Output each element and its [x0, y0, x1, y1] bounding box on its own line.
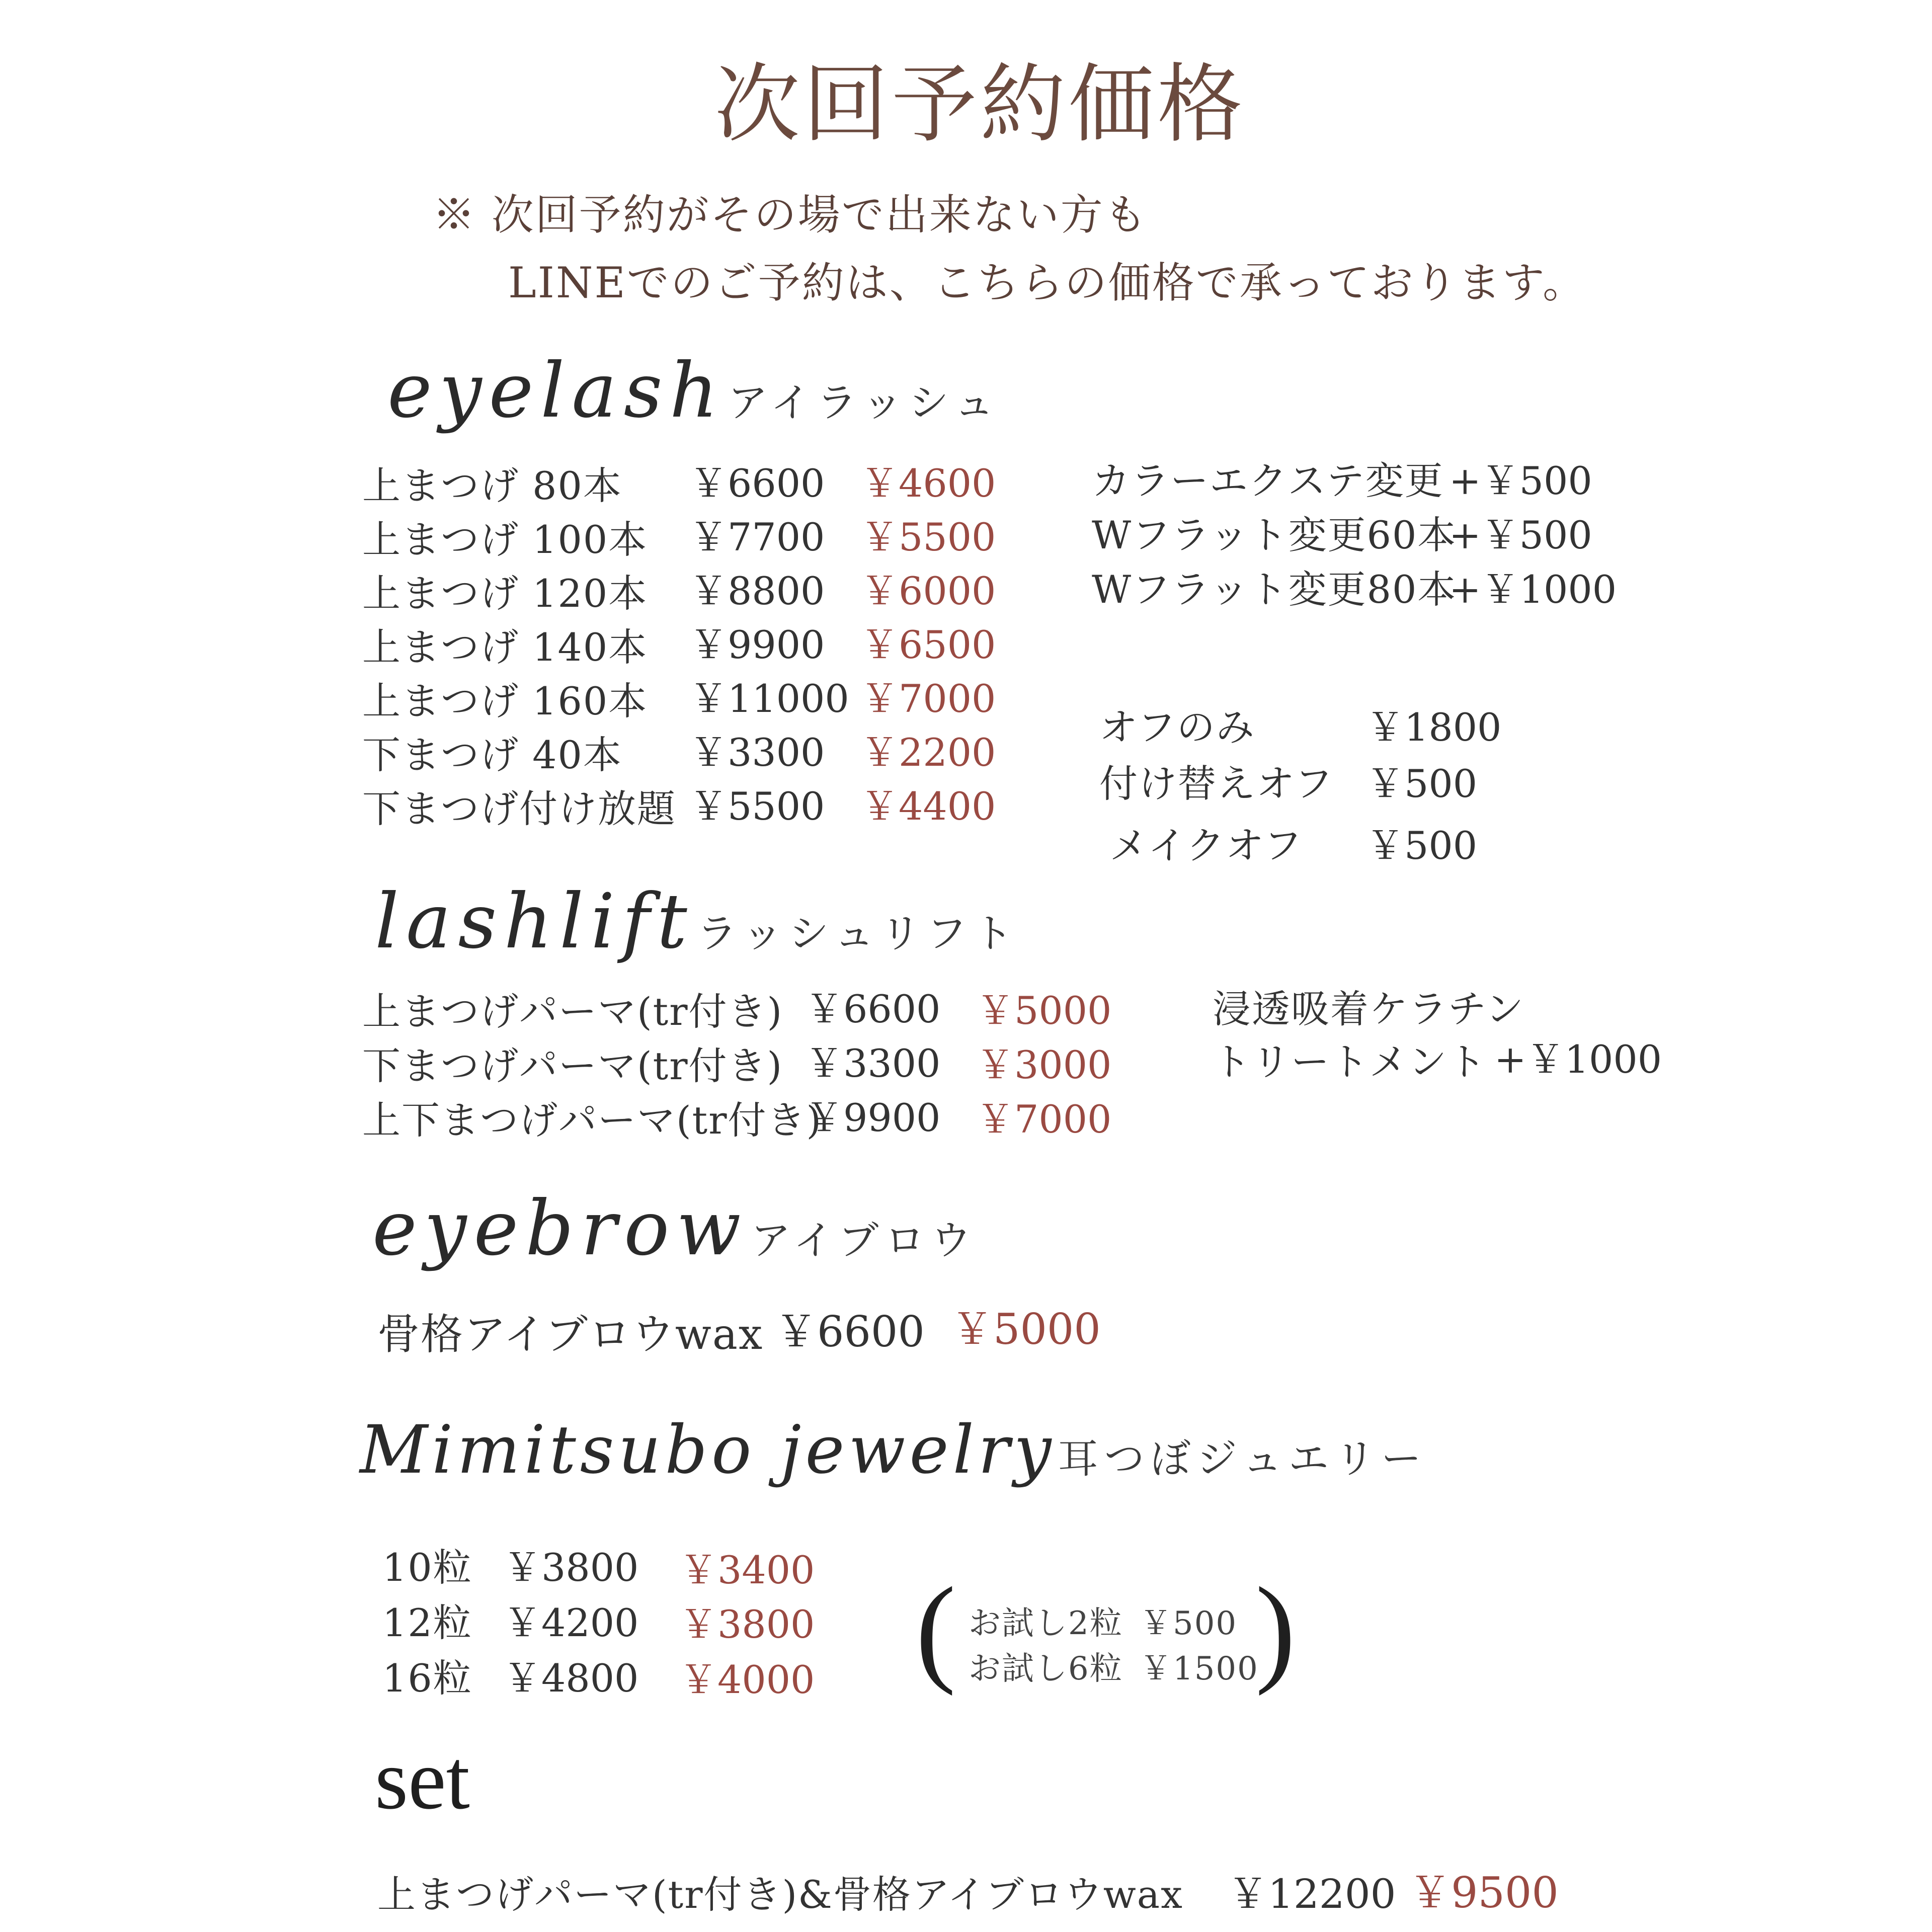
eyebrow-heading [372, 1185, 977, 1272]
eyebrow-item-sale: ￥5000 [951, 1305, 1101, 1354]
eyelash-heading-script: eyelash [387, 347, 726, 435]
eyebrow-heading-jp: アイブロウ [750, 1217, 978, 1264]
mimitsubo-item-sale: ￥4000 [679, 1657, 815, 1702]
lashlift-item-regular: ￥9900 [805, 1095, 941, 1140]
set-item-regular: ￥12200 [1228, 1871, 1396, 1917]
eyelash-item-name: 上まつげ 120本 [362, 571, 648, 616]
eyelash-item-sale: ￥4600 [860, 461, 996, 506]
eyelash-item-sale: ￥7000 [860, 676, 996, 721]
eyebrow-item-regular: ￥6600 [775, 1307, 925, 1356]
option-price: +￥1000 [1449, 567, 1617, 612]
lashlift-heading-script: lashlift [375, 878, 694, 965]
keratin-option-price: +￥1000 [1494, 1037, 1662, 1082]
mimitsubo-item-name: 16粒 [382, 1656, 472, 1701]
page-title: 次回予約価格 [714, 55, 1246, 154]
eyelash-item-name: 上まつげ 80本 [362, 463, 622, 508]
trial-price: ￥500 [1140, 1605, 1238, 1642]
keratin-option-line-2: トリートメント [1213, 1039, 1487, 1084]
option-name: Wフラット変更80本 [1092, 567, 1457, 612]
eyelash-item-sale: ￥4400 [860, 784, 996, 829]
eyelash-item-sale: ￥6000 [860, 569, 996, 613]
mimitsubo-item-name: 12粒 [382, 1600, 472, 1645]
set-heading: set [375, 1732, 470, 1827]
eyebrow-item-name: 骨格アイブロウwax [377, 1310, 764, 1359]
mimitsubo-item-name: 10粒 [382, 1545, 472, 1590]
mimitsubo-heading-jp: 耳つぼジュエリー [1058, 1435, 1428, 1482]
lashlift-item-regular: ￥6600 [805, 987, 941, 1031]
trial-price: ￥1500 [1140, 1650, 1259, 1687]
eyebrow-heading-script: eyebrow [372, 1185, 748, 1272]
close-parenthesis: ) [1255, 1562, 1296, 1696]
mimitsubo-item-regular: ￥4200 [503, 1600, 639, 1645]
eyelash-item-regular: ￥5500 [689, 784, 825, 829]
eyelash-item-regular: ￥6600 [689, 461, 825, 506]
eyelash-item-name: 下まつげ付け放題 [362, 786, 676, 831]
eyelash-item-regular: ￥11000 [689, 676, 849, 721]
mimitsubo-item-regular: ￥4800 [503, 1656, 639, 1701]
trial-name: お試し2粒 [969, 1605, 1123, 1642]
lashlift-item-name: 上下まつげパーマ(tr付き) [362, 1098, 823, 1143]
eyelash-item-name: 上まつげ 160本 [362, 679, 648, 723]
trial-name: お試し6粒 [969, 1650, 1123, 1687]
eyelash-item-sale: ￥6500 [860, 622, 996, 667]
eyelash-item-regular: ￥7700 [689, 515, 825, 559]
keratin-option-line-1: 浸透吸着ケラチン [1213, 987, 1525, 1031]
lashlift-heading-jp: ラッシュリフト [696, 910, 1019, 957]
lashlift-item-sale: ￥3000 [976, 1042, 1112, 1087]
mimitsubo-item-sale: ￥3800 [679, 1602, 815, 1647]
option-name: カラーエクステ変更 [1092, 458, 1444, 503]
mimitsubo-heading [360, 1411, 1427, 1489]
mimitsubo-item-regular: ￥3800 [503, 1545, 639, 1590]
off-price: ￥500 [1366, 823, 1478, 868]
off-price: ￥1800 [1366, 705, 1502, 750]
eyelash-item-name: 上まつげ 140本 [362, 625, 648, 670]
off-name: メイクオフ [1109, 823, 1303, 868]
off-name: オフのみ [1099, 705, 1255, 750]
eyelash-item-regular: ￥3300 [689, 730, 825, 775]
eyelash-item-regular: ￥8800 [689, 569, 825, 613]
eyelash-heading [387, 347, 1000, 435]
lashlift-item-sale: ￥7000 [976, 1097, 1112, 1142]
mimitsubo-item-sale: ￥3400 [679, 1548, 815, 1592]
open-parenthesis: ( [916, 1562, 956, 1696]
eyelash-item-name: 上まつげ 100本 [362, 517, 648, 562]
option-price: +￥500 [1449, 513, 1592, 557]
option-name: Wフラット変更60本 [1092, 513, 1457, 557]
lashlift-item-regular: ￥3300 [805, 1041, 941, 1086]
off-name: 付け替えオフ [1099, 761, 1334, 806]
set-item-sale: ￥9500 [1409, 1868, 1559, 1917]
eyelash-item-regular: ￥9900 [689, 622, 825, 667]
lashlift-item-name: 下まつげパーマ(tr付き) [362, 1043, 783, 1088]
option-price: +￥500 [1449, 458, 1592, 503]
note-line-1: ※ 次回予約がその場で出来ない方も [433, 190, 1148, 239]
lashlift-heading [375, 878, 1019, 965]
eyelash-item-sale: ￥2200 [860, 730, 996, 775]
note-line-2: LINEでのご予約は、こちらの価格で承っております。 [508, 258, 1587, 307]
mimitsubo-heading-script: Mimitsubo jewelry [360, 1411, 1056, 1489]
eyelash-item-sale: ￥5500 [860, 515, 996, 559]
lashlift-item-sale: ￥5000 [976, 988, 1112, 1033]
eyelash-heading-jp: アイラッシュ [728, 379, 1000, 426]
off-price: ￥500 [1366, 761, 1478, 806]
set-item-name: 上まつげパーマ(tr付き)&骨格アイブロウwax [377, 1872, 1183, 1917]
lashlift-item-name: 上まつげパーマ(tr付き) [362, 989, 783, 1034]
eyelash-item-name: 下まつげ 40本 [362, 733, 622, 777]
